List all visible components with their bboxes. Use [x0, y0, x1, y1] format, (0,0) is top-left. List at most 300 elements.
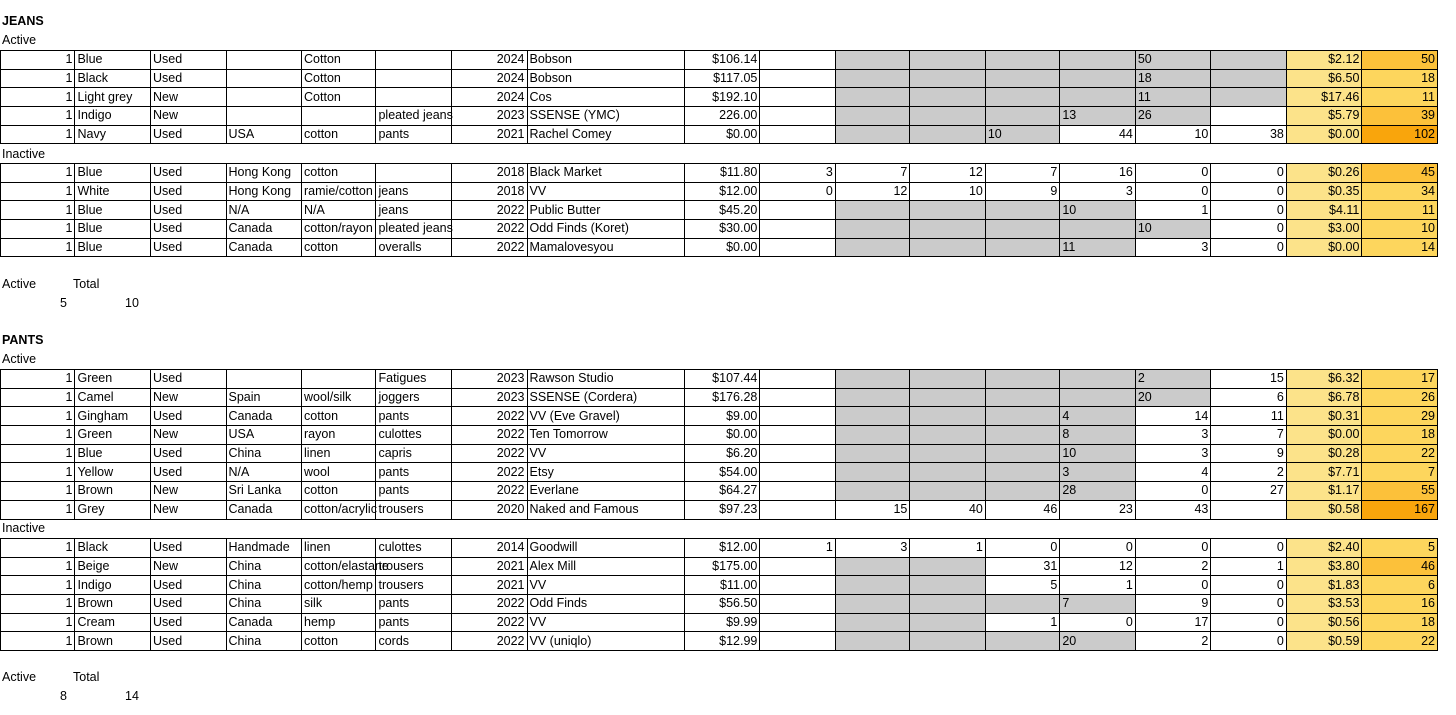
cell-c6[interactable]: 14	[1135, 407, 1211, 426]
cell-c1[interactable]	[760, 576, 836, 595]
cell-c1[interactable]	[760, 388, 836, 407]
cell-c2[interactable]	[835, 88, 909, 107]
cell-c2[interactable]	[835, 370, 909, 389]
cell-c1[interactable]	[760, 595, 836, 614]
cell-price[interactable]: $192.10	[684, 88, 760, 107]
cell-c4[interactable]	[985, 69, 1059, 88]
cell-price[interactable]: $175.00	[684, 557, 760, 576]
cell-c5[interactable]: 13	[1060, 107, 1136, 126]
cell-year[interactable]: 2022	[452, 238, 528, 257]
cell-c7[interactable]: 0	[1211, 220, 1287, 239]
cell-condition[interactable]: Used	[150, 51, 226, 70]
cell-source[interactable]: Black Market	[527, 164, 684, 183]
cell-type[interactable]: Fatigues	[376, 370, 452, 389]
cell-cost-per-wear[interactable]: $1.17	[1286, 482, 1362, 501]
cell-c1[interactable]	[760, 632, 836, 651]
cell-color[interactable]: Gingham	[75, 407, 151, 426]
cell-type[interactable]: jeans	[376, 182, 452, 201]
cell-origin[interactable]: Hong Kong	[226, 164, 302, 183]
cell-c1[interactable]	[760, 463, 836, 482]
cell-qty[interactable]: 1	[1, 125, 75, 144]
cell-price[interactable]: $107.44	[684, 370, 760, 389]
cell-price[interactable]: $12.99	[684, 632, 760, 651]
cell-condition[interactable]: Used	[150, 595, 226, 614]
cell-qty[interactable]: 1	[1, 407, 75, 426]
cell-c5[interactable]: 12	[1060, 557, 1136, 576]
cell-source[interactable]: Naked and Famous	[527, 500, 684, 519]
cell-c4[interactable]	[985, 220, 1059, 239]
cell-year[interactable]: 2023	[452, 388, 528, 407]
cell-price[interactable]: 226.00	[684, 107, 760, 126]
cell-c7[interactable]: 0	[1211, 576, 1287, 595]
cell-c6[interactable]: 2	[1135, 370, 1211, 389]
cell-condition[interactable]: New	[150, 388, 226, 407]
cell-color[interactable]: Light grey	[75, 88, 151, 107]
cell-c4[interactable]	[985, 201, 1059, 220]
cell-type[interactable]: pants	[376, 463, 452, 482]
cell-type[interactable]: pants	[376, 125, 452, 144]
cell-year[interactable]: 2022	[452, 201, 528, 220]
cell-c2[interactable]: 7	[835, 164, 909, 183]
cell-c2[interactable]	[835, 595, 909, 614]
cell-origin[interactable]	[226, 107, 302, 126]
cell-c6[interactable]: 50	[1135, 51, 1211, 70]
cell-color[interactable]: Indigo	[75, 107, 151, 126]
cell-price[interactable]: $9.99	[684, 613, 760, 632]
cell-c7[interactable]	[1211, 51, 1287, 70]
cell-c3[interactable]	[910, 88, 986, 107]
cell-qty[interactable]: 1	[1, 500, 75, 519]
cell-c5[interactable]: 10	[1060, 201, 1136, 220]
cell-c7[interactable]: 7	[1211, 426, 1287, 445]
cell-c3[interactable]	[910, 557, 986, 576]
cell-c4[interactable]: 9	[985, 182, 1059, 201]
cell-material[interactable]: cotton/hemp	[302, 576, 376, 595]
cell-year[interactable]: 2022	[452, 595, 528, 614]
cell-c6[interactable]: 0	[1135, 539, 1211, 558]
cell-c1[interactable]	[760, 500, 836, 519]
cell-color[interactable]: Blue	[75, 220, 151, 239]
cell-year[interactable]: 2023	[452, 370, 528, 389]
cell-c6[interactable]: 1	[1135, 201, 1211, 220]
cell-cost-per-wear[interactable]: $5.79	[1286, 107, 1362, 126]
cell-wears[interactable]: 167	[1362, 500, 1438, 519]
cell-material[interactable]	[302, 107, 376, 126]
cell-condition[interactable]: Used	[150, 539, 226, 558]
cell-c5[interactable]: 23	[1060, 500, 1136, 519]
cell-c4[interactable]: 7	[985, 164, 1059, 183]
cell-c3[interactable]: 1	[910, 539, 986, 558]
cell-wears[interactable]: 6	[1362, 576, 1438, 595]
cell-condition[interactable]: Used	[150, 164, 226, 183]
cell-color[interactable]: Cream	[75, 613, 151, 632]
cell-c5[interactable]	[1060, 388, 1136, 407]
cell-cost-per-wear[interactable]: $0.28	[1286, 444, 1362, 463]
cell-c6[interactable]: 18	[1135, 69, 1211, 88]
cell-origin[interactable]	[226, 51, 302, 70]
cell-c7[interactable]: 0	[1211, 201, 1287, 220]
cell-c5[interactable]: 28	[1060, 482, 1136, 501]
cell-wears[interactable]: 11	[1362, 88, 1438, 107]
cell-condition[interactable]: New	[150, 88, 226, 107]
cell-material[interactable]: linen	[302, 444, 376, 463]
cell-year[interactable]: 2021	[452, 557, 528, 576]
cell-price[interactable]: $176.28	[684, 388, 760, 407]
cell-year[interactable]: 2022	[452, 613, 528, 632]
cell-source[interactable]: VV (Eve Gravel)	[527, 407, 684, 426]
cell-cost-per-wear[interactable]: $6.78	[1286, 388, 1362, 407]
cell-c2[interactable]	[835, 576, 909, 595]
cell-c6[interactable]: 43	[1135, 500, 1211, 519]
cell-source[interactable]: Bobson	[527, 51, 684, 70]
cell-origin[interactable]: Sri Lanka	[226, 482, 302, 501]
cell-c2[interactable]	[835, 201, 909, 220]
cell-type[interactable]: culottes	[376, 539, 452, 558]
cell-c3[interactable]	[910, 220, 986, 239]
cell-c7[interactable]	[1211, 69, 1287, 88]
cell-c1[interactable]: 0	[760, 182, 836, 201]
cell-type[interactable]	[376, 69, 452, 88]
cell-c6[interactable]: 2	[1135, 557, 1211, 576]
cell-c3[interactable]: 10	[910, 182, 986, 201]
cell-c3[interactable]	[910, 370, 986, 389]
cell-price[interactable]: $54.00	[684, 463, 760, 482]
cell-type[interactable]: trousers	[376, 576, 452, 595]
cell-source[interactable]: Rachel Comey	[527, 125, 684, 144]
cell-material[interactable]: cotton	[302, 164, 376, 183]
cell-wears[interactable]: 18	[1362, 69, 1438, 88]
cell-wears[interactable]: 22	[1362, 632, 1438, 651]
cell-c4[interactable]	[985, 370, 1059, 389]
cell-c5[interactable]: 20	[1060, 632, 1136, 651]
cell-qty[interactable]: 1	[1, 444, 75, 463]
cell-source[interactable]: VV (uniqlo)	[527, 632, 684, 651]
cell-c2[interactable]	[835, 426, 909, 445]
cell-qty[interactable]: 1	[1, 107, 75, 126]
cell-material[interactable]: Cotton	[302, 51, 376, 70]
cell-cost-per-wear[interactable]: $0.26	[1286, 164, 1362, 183]
cell-c5[interactable]	[1060, 88, 1136, 107]
cell-qty[interactable]: 1	[1, 426, 75, 445]
cell-type[interactable]: overalls	[376, 238, 452, 257]
cell-c5[interactable]: 0	[1060, 613, 1136, 632]
cell-condition[interactable]: Used	[150, 444, 226, 463]
cell-origin[interactable]: N/A	[226, 463, 302, 482]
cell-condition[interactable]: Used	[150, 238, 226, 257]
cell-c6[interactable]: 3	[1135, 238, 1211, 257]
cell-c2[interactable]	[835, 482, 909, 501]
cell-c4[interactable]: 5	[985, 576, 1059, 595]
cell-color[interactable]: Indigo	[75, 576, 151, 595]
cell-origin[interactable]: Canada	[226, 613, 302, 632]
cell-year[interactable]: 2022	[452, 482, 528, 501]
cell-c6[interactable]: 17	[1135, 613, 1211, 632]
cell-origin[interactable]: China	[226, 632, 302, 651]
cell-c2[interactable]	[835, 69, 909, 88]
cell-source[interactable]: Mamalovesyou	[527, 238, 684, 257]
cell-material[interactable]: cotton	[302, 125, 376, 144]
cell-cost-per-wear[interactable]: $0.56	[1286, 613, 1362, 632]
cell-c5[interactable]	[1060, 69, 1136, 88]
cell-c7[interactable]: 15	[1211, 370, 1287, 389]
cell-color[interactable]: Blue	[75, 444, 151, 463]
cell-c6[interactable]: 26	[1135, 107, 1211, 126]
cell-c2[interactable]	[835, 557, 909, 576]
cell-color[interactable]: Blue	[75, 51, 151, 70]
cell-c2[interactable]	[835, 407, 909, 426]
cell-year[interactable]: 2020	[452, 500, 528, 519]
cell-qty[interactable]: 1	[1, 557, 75, 576]
cell-c7[interactable]	[1211, 88, 1287, 107]
cell-c4[interactable]	[985, 107, 1059, 126]
cell-cost-per-wear[interactable]: $17.46	[1286, 88, 1362, 107]
cell-cost-per-wear[interactable]: $0.00	[1286, 426, 1362, 445]
cell-material[interactable]: Cotton	[302, 69, 376, 88]
cell-condition[interactable]: Used	[150, 220, 226, 239]
cell-c1[interactable]	[760, 557, 836, 576]
cell-qty[interactable]: 1	[1, 539, 75, 558]
cell-origin[interactable]: Canada	[226, 238, 302, 257]
cell-type[interactable]: pleated jeans	[376, 107, 452, 126]
cell-cost-per-wear[interactable]: $1.83	[1286, 576, 1362, 595]
cell-c3[interactable]	[910, 576, 986, 595]
cell-c7[interactable]	[1211, 500, 1287, 519]
cell-c5[interactable]: 1	[1060, 576, 1136, 595]
cell-c7[interactable]: 1	[1211, 557, 1287, 576]
cell-c6[interactable]: 0	[1135, 482, 1211, 501]
cell-condition[interactable]: Used	[150, 463, 226, 482]
cell-condition[interactable]: New	[150, 500, 226, 519]
cell-qty[interactable]: 1	[1, 613, 75, 632]
cell-origin[interactable]: Spain	[226, 388, 302, 407]
cell-year[interactable]: 2023	[452, 107, 528, 126]
cell-c3[interactable]	[910, 613, 986, 632]
cell-c2[interactable]	[835, 51, 909, 70]
cell-wears[interactable]: 10	[1362, 220, 1438, 239]
cell-price[interactable]: $0.00	[684, 238, 760, 257]
cell-wears[interactable]: 11	[1362, 201, 1438, 220]
cell-price[interactable]: $0.00	[684, 426, 760, 445]
cell-source[interactable]: SSENSE (YMC)	[527, 107, 684, 126]
cell-c4[interactable]	[985, 51, 1059, 70]
cell-c5[interactable]: 3	[1060, 463, 1136, 482]
cell-c3[interactable]	[910, 407, 986, 426]
cell-c5[interactable]: 0	[1060, 539, 1136, 558]
cell-type[interactable]	[376, 164, 452, 183]
cell-material[interactable]: cotton	[302, 632, 376, 651]
cell-source[interactable]: Bobson	[527, 69, 684, 88]
cell-c5[interactable]: 16	[1060, 164, 1136, 183]
cell-year[interactable]: 2018	[452, 164, 528, 183]
cell-c5[interactable]	[1060, 220, 1136, 239]
cell-c4[interactable]: 0	[985, 539, 1059, 558]
cell-type[interactable]: trousers	[376, 557, 452, 576]
cell-c1[interactable]	[760, 107, 836, 126]
cell-c4[interactable]	[985, 426, 1059, 445]
cell-c3[interactable]	[910, 426, 986, 445]
cell-source[interactable]: Ten Tomorrow	[527, 426, 684, 445]
cell-c5[interactable]: 44	[1060, 125, 1136, 144]
cell-c5[interactable]: 7	[1060, 595, 1136, 614]
cell-condition[interactable]: Used	[150, 576, 226, 595]
cell-cost-per-wear[interactable]: $0.58	[1286, 500, 1362, 519]
cell-cost-per-wear[interactable]: $6.50	[1286, 69, 1362, 88]
cell-cost-per-wear[interactable]: $0.31	[1286, 407, 1362, 426]
cell-cost-per-wear[interactable]: $0.35	[1286, 182, 1362, 201]
cell-c2[interactable]	[835, 613, 909, 632]
cell-condition[interactable]: Used	[150, 125, 226, 144]
cell-price[interactable]: $117.05	[684, 69, 760, 88]
cell-wears[interactable]: 18	[1362, 613, 1438, 632]
cell-c6[interactable]: 11	[1135, 88, 1211, 107]
cell-c3[interactable]	[910, 125, 986, 144]
cell-c7[interactable]: 0	[1211, 182, 1287, 201]
cell-c7[interactable]: 38	[1211, 125, 1287, 144]
cell-c3[interactable]: 12	[910, 164, 986, 183]
cell-c5[interactable]	[1060, 370, 1136, 389]
cell-price[interactable]: $0.00	[684, 125, 760, 144]
cell-price[interactable]: $6.20	[684, 444, 760, 463]
cell-type[interactable]: pants	[376, 407, 452, 426]
cell-origin[interactable]	[226, 69, 302, 88]
cell-c1[interactable]	[760, 444, 836, 463]
cell-type[interactable]	[376, 88, 452, 107]
cell-year[interactable]: 2022	[452, 407, 528, 426]
cell-c7[interactable]: 0	[1211, 238, 1287, 257]
cell-year[interactable]: 2022	[452, 463, 528, 482]
cell-qty[interactable]: 1	[1, 370, 75, 389]
cell-color[interactable]: White	[75, 182, 151, 201]
cell-type[interactable]: pants	[376, 595, 452, 614]
cell-c4[interactable]	[985, 482, 1059, 501]
cell-c7[interactable]: 0	[1211, 613, 1287, 632]
cell-type[interactable]: jeans	[376, 201, 452, 220]
cell-material[interactable]: cotton	[302, 482, 376, 501]
cell-source[interactable]: Everlane	[527, 482, 684, 501]
cell-c7[interactable]: 6	[1211, 388, 1287, 407]
cell-origin[interactable]: Handmade	[226, 539, 302, 558]
cell-wears[interactable]: 18	[1362, 426, 1438, 445]
cell-origin[interactable]: Canada	[226, 220, 302, 239]
cell-material[interactable]: rayon	[302, 426, 376, 445]
cell-color[interactable]: Beige	[75, 557, 151, 576]
cell-material[interactable]: cotton/elastane	[302, 557, 376, 576]
cell-wears[interactable]: 7	[1362, 463, 1438, 482]
cell-color[interactable]: Blue	[75, 201, 151, 220]
cell-origin[interactable]: Canada	[226, 407, 302, 426]
cell-color[interactable]: Grey	[75, 500, 151, 519]
cell-c3[interactable]	[910, 444, 986, 463]
cell-c7[interactable]: 0	[1211, 632, 1287, 651]
cell-c4[interactable]	[985, 463, 1059, 482]
cell-c6[interactable]: 0	[1135, 164, 1211, 183]
cell-type[interactable]: pants	[376, 482, 452, 501]
cell-c3[interactable]	[910, 201, 986, 220]
cell-c7[interactable]	[1211, 107, 1287, 126]
cell-c4[interactable]	[985, 388, 1059, 407]
cell-c5[interactable]: 4	[1060, 407, 1136, 426]
cell-cost-per-wear[interactable]: $3.00	[1286, 220, 1362, 239]
cell-condition[interactable]: Used	[150, 69, 226, 88]
cell-year[interactable]: 2022	[452, 220, 528, 239]
cell-c1[interactable]	[760, 69, 836, 88]
cell-qty[interactable]: 1	[1, 51, 75, 70]
cell-source[interactable]: Odd Finds (Koret)	[527, 220, 684, 239]
cell-material[interactable]: cotton	[302, 407, 376, 426]
cell-material[interactable]: linen	[302, 539, 376, 558]
cell-c5[interactable]: 10	[1060, 444, 1136, 463]
cell-price[interactable]: $45.20	[684, 201, 760, 220]
cell-year[interactable]: 2022	[452, 632, 528, 651]
cell-material[interactable]: hemp	[302, 613, 376, 632]
cell-condition[interactable]: Used	[150, 201, 226, 220]
cell-type[interactable]	[376, 51, 452, 70]
cell-c7[interactable]: 9	[1211, 444, 1287, 463]
cell-wears[interactable]: 22	[1362, 444, 1438, 463]
cell-c4[interactable]	[985, 88, 1059, 107]
cell-price[interactable]: $64.27	[684, 482, 760, 501]
cell-c5[interactable]: 11	[1060, 238, 1136, 257]
cell-source[interactable]: VV	[527, 576, 684, 595]
cell-qty[interactable]: 1	[1, 220, 75, 239]
cell-condition[interactable]: Used	[150, 632, 226, 651]
cell-c1[interactable]	[760, 88, 836, 107]
cell-color[interactable]: Green	[75, 370, 151, 389]
cell-condition[interactable]: Used	[150, 613, 226, 632]
cell-c3[interactable]	[910, 69, 986, 88]
cell-qty[interactable]: 1	[1, 88, 75, 107]
cell-origin[interactable]	[226, 370, 302, 389]
cell-cost-per-wear[interactable]: $2.40	[1286, 539, 1362, 558]
cell-year[interactable]: 2021	[452, 576, 528, 595]
cell-wears[interactable]: 46	[1362, 557, 1438, 576]
cell-origin[interactable]: China	[226, 557, 302, 576]
cell-c7[interactable]: 0	[1211, 164, 1287, 183]
cell-source[interactable]: Etsy	[527, 463, 684, 482]
cell-c7[interactable]: 11	[1211, 407, 1287, 426]
cell-c2[interactable]: 12	[835, 182, 909, 201]
cell-type[interactable]: culottes	[376, 426, 452, 445]
cell-c4[interactable]	[985, 595, 1059, 614]
cell-wears[interactable]: 50	[1362, 51, 1438, 70]
cell-c4[interactable]: 10	[985, 125, 1059, 144]
cell-qty[interactable]: 1	[1, 632, 75, 651]
cell-price[interactable]: $12.00	[684, 539, 760, 558]
cell-type[interactable]: trousers	[376, 500, 452, 519]
cell-source[interactable]: VV	[527, 613, 684, 632]
cell-cost-per-wear[interactable]: $6.32	[1286, 370, 1362, 389]
cell-material[interactable]: Cotton	[302, 88, 376, 107]
cell-c4[interactable]: 31	[985, 557, 1059, 576]
cell-c3[interactable]	[910, 463, 986, 482]
cell-source[interactable]: Rawson Studio	[527, 370, 684, 389]
cell-year[interactable]: 2014	[452, 539, 528, 558]
cell-cost-per-wear[interactable]: $7.71	[1286, 463, 1362, 482]
cell-wears[interactable]: 14	[1362, 238, 1438, 257]
cell-c1[interactable]: 3	[760, 164, 836, 183]
cell-qty[interactable]: 1	[1, 201, 75, 220]
cell-c1[interactable]	[760, 370, 836, 389]
cell-origin[interactable]: Canada	[226, 500, 302, 519]
cell-c3[interactable]	[910, 482, 986, 501]
cell-year[interactable]: 2024	[452, 69, 528, 88]
cell-c7[interactable]: 0	[1211, 595, 1287, 614]
cell-cost-per-wear[interactable]: $3.53	[1286, 595, 1362, 614]
cell-c5[interactable]: 3	[1060, 182, 1136, 201]
cell-origin[interactable]: USA	[226, 125, 302, 144]
cell-wears[interactable]: 39	[1362, 107, 1438, 126]
cell-material[interactable]: N/A	[302, 201, 376, 220]
